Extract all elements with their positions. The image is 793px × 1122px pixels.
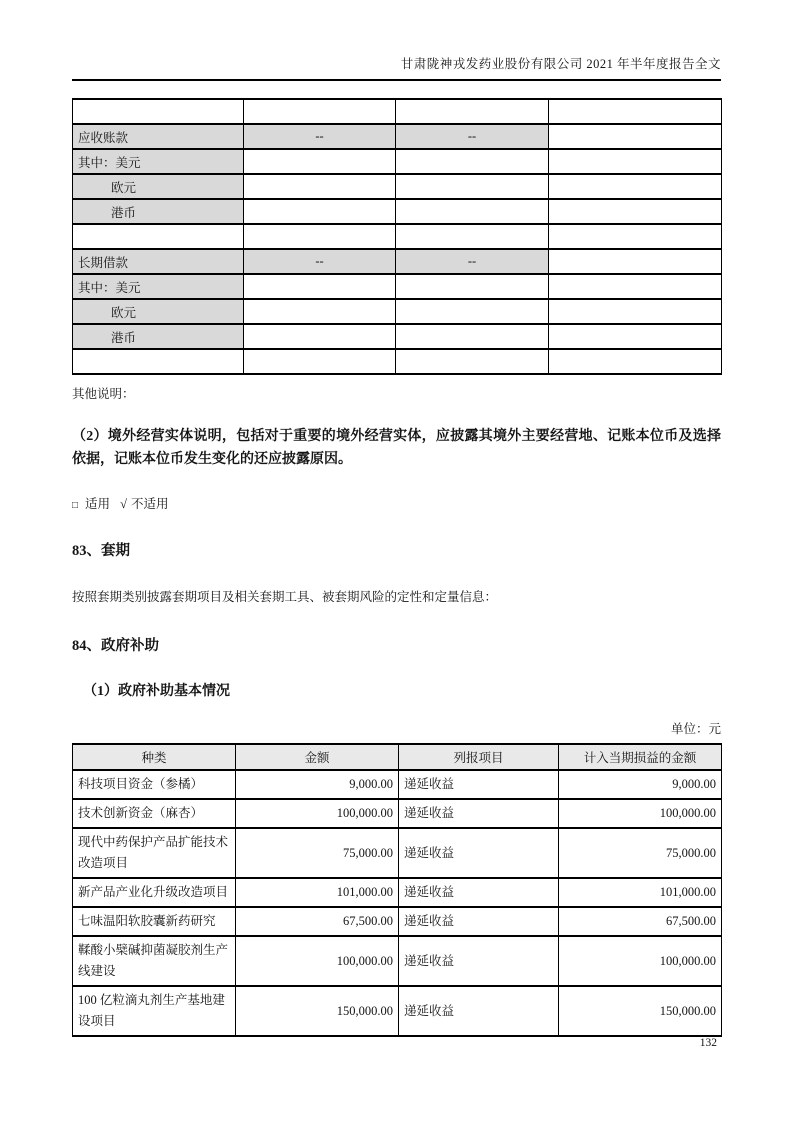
- government-subsidy-table: [72, 743, 722, 1037]
- subsidy-pl-amount-cell: 9,000.00: [559, 770, 722, 799]
- value-cell: [244, 149, 396, 174]
- subsidy-report-item-cell: 递延收益: [399, 986, 559, 1036]
- value-cell: [244, 349, 396, 374]
- subsidy-row: [73, 799, 722, 828]
- subsidy-report-item-cell: 递延收益: [399, 799, 559, 828]
- subsidy-report-item-cell: 递延收益: [399, 770, 559, 799]
- table-row-empty: [73, 224, 722, 249]
- table-row-hkd: [73, 324, 722, 349]
- value-cell: [396, 174, 549, 199]
- column-header-report-item: 列报项目: [399, 744, 559, 770]
- subsidy-amount-cell: 9,000.00: [236, 770, 399, 799]
- value-cell: [244, 224, 396, 249]
- value-cell: [396, 324, 549, 349]
- column-header-amount: 金额: [236, 744, 399, 770]
- table-row-empty: [73, 349, 722, 374]
- table-row-eur: [73, 174, 722, 199]
- row-label-cell: 欧元: [73, 299, 244, 324]
- subsidy-amount-cell: 150,000.00: [236, 986, 399, 1036]
- value-cell: [244, 324, 396, 349]
- section-83-body: 按照套期类别披露套期项目及相关套期工具、被套期风险的定性和定量信息：: [72, 590, 498, 604]
- value-cell: [244, 274, 396, 299]
- document-header: 甘肃陇神戎发药业股份有限公司 2021 年半年度报告全文: [72, 0, 721, 81]
- subsidy-row: [73, 936, 722, 986]
- table-row-eur: [73, 299, 722, 324]
- subsidy-pl-amount-cell: 75,000.00: [559, 828, 722, 878]
- subsidy-report-item-cell: 递延收益: [399, 878, 559, 907]
- not-applicable-label: 不适用: [130, 497, 169, 511]
- foreign-currency-table: [72, 98, 722, 375]
- table-row-usd: [73, 149, 722, 174]
- row-label-cell: 应收账款: [73, 124, 244, 149]
- subsidy-report-item-cell: 递延收益: [399, 828, 559, 878]
- value-cell: [396, 224, 549, 249]
- subsidy-header-row: [73, 744, 722, 770]
- value-cell: [549, 324, 722, 349]
- subsidy-row: [73, 986, 722, 1036]
- row-label-cell: 欧元: [73, 174, 244, 199]
- subsidy-type-cell: 技术创新资金（麻杏）: [73, 799, 236, 828]
- value-cell: [396, 299, 549, 324]
- subsidy-row: [73, 878, 722, 907]
- subsidy-report-item-cell: 递延收益: [399, 907, 559, 936]
- value-cell: [244, 99, 396, 124]
- subsidy-amount-cell: 100,000.00: [236, 936, 399, 986]
- section-83-title: 83、套期: [72, 543, 130, 559]
- subsidy-type-cell: 现代中药保护产品扩能技术改造项目: [73, 828, 236, 878]
- row-label-cell: [73, 224, 244, 249]
- row-label-cell: 港币: [73, 199, 244, 224]
- value-cell: [396, 99, 549, 124]
- value-cell: [549, 349, 722, 374]
- row-label-cell: 其中：美元: [73, 149, 244, 174]
- value-cell: [549, 99, 722, 124]
- subsidy-type-cell: 新产品产业化升级改造项目: [73, 878, 236, 907]
- subsidy-report-item-cell: 递延收益: [399, 936, 559, 986]
- subsidy-amount-cell: 100,000.00: [236, 799, 399, 828]
- value-cell: [549, 199, 722, 224]
- applicability-line: [72, 494, 721, 512]
- foreign-entity-paragraph: （2）境外经营实体说明，包括对于重要的境外经营实体，应披露其境外主要经营地、记账本位币及选择依据，记账本位币发生变化的还应披露原因。: [72, 429, 721, 467]
- subsidy-row: [73, 770, 722, 799]
- value-cell: [396, 199, 549, 224]
- subsidy-type-cell: 七味温阳软胶囊新药研究: [73, 907, 236, 936]
- subsidy-pl-amount-cell: 67,500.00: [559, 907, 722, 936]
- table-row-hkd: [73, 199, 722, 224]
- value-cell: [549, 249, 722, 274]
- checkbox-unchecked-icon: □: [72, 500, 79, 511]
- value-cell: [549, 224, 722, 249]
- value-cell: [244, 174, 396, 199]
- row-label-cell: 港币: [73, 324, 244, 349]
- section-84-subtitle: （1）政府补助基本情况: [83, 684, 230, 699]
- value-cell: --: [396, 249, 549, 274]
- value-cell: --: [396, 124, 549, 149]
- subsidy-type-cell: 鞣酸小檗碱抑菌凝胶剂生产线建设: [73, 936, 236, 986]
- table-row-receivables: [73, 124, 722, 149]
- subsidy-amount-cell: 67,500.00: [236, 907, 399, 936]
- other-notes-label: 其他说明：: [72, 387, 135, 401]
- value-cell: --: [244, 124, 396, 149]
- row-label-cell: 其中：美元: [73, 274, 244, 299]
- unit-label: 单位：元: [670, 722, 721, 736]
- page-number: 132: [699, 1037, 717, 1049]
- subsidy-pl-amount-cell: 150,000.00: [559, 986, 722, 1036]
- row-label-cell: 长期借款: [73, 249, 244, 274]
- subsidy-pl-amount-cell: 101,000.00: [559, 878, 722, 907]
- subsidy-pl-amount-cell: 100,000.00: [559, 936, 722, 986]
- value-cell: [396, 149, 549, 174]
- table-row-empty: [73, 99, 722, 124]
- value-cell: [549, 274, 722, 299]
- value-cell: [244, 199, 396, 224]
- row-label-cell: [73, 349, 244, 374]
- column-header-current-pl-amount: 计入当期损益的金额: [559, 744, 722, 770]
- applicable-label: 适用: [85, 497, 111, 511]
- value-cell: [549, 124, 722, 149]
- value-cell: [549, 174, 722, 199]
- value-cell: [244, 299, 396, 324]
- subsidy-amount-cell: 75,000.00: [236, 828, 399, 878]
- subsidy-type-cell: 100 亿粒滴丸剂生产基地建设项目: [73, 986, 236, 1036]
- subsidy-row: [73, 828, 722, 878]
- value-cell: [549, 149, 722, 174]
- row-label-cell: [73, 99, 244, 124]
- value-cell: [396, 274, 549, 299]
- value-cell: [549, 299, 722, 324]
- value-cell: [396, 349, 549, 374]
- subsidy-amount-cell: 101,000.00: [236, 878, 399, 907]
- subsidy-row: [73, 907, 722, 936]
- table-row-long-term-loans: [73, 249, 722, 274]
- column-header-type: 种类: [73, 744, 236, 770]
- table-row-usd: [73, 274, 722, 299]
- subsidy-pl-amount-cell: 100,000.00: [559, 799, 722, 828]
- section-84-title: 84、政府补助: [72, 638, 159, 654]
- check-mark-icon: √: [120, 497, 127, 511]
- subsidy-type-cell: 科技项目资金（参橘）: [73, 770, 236, 799]
- value-cell: --: [244, 249, 396, 274]
